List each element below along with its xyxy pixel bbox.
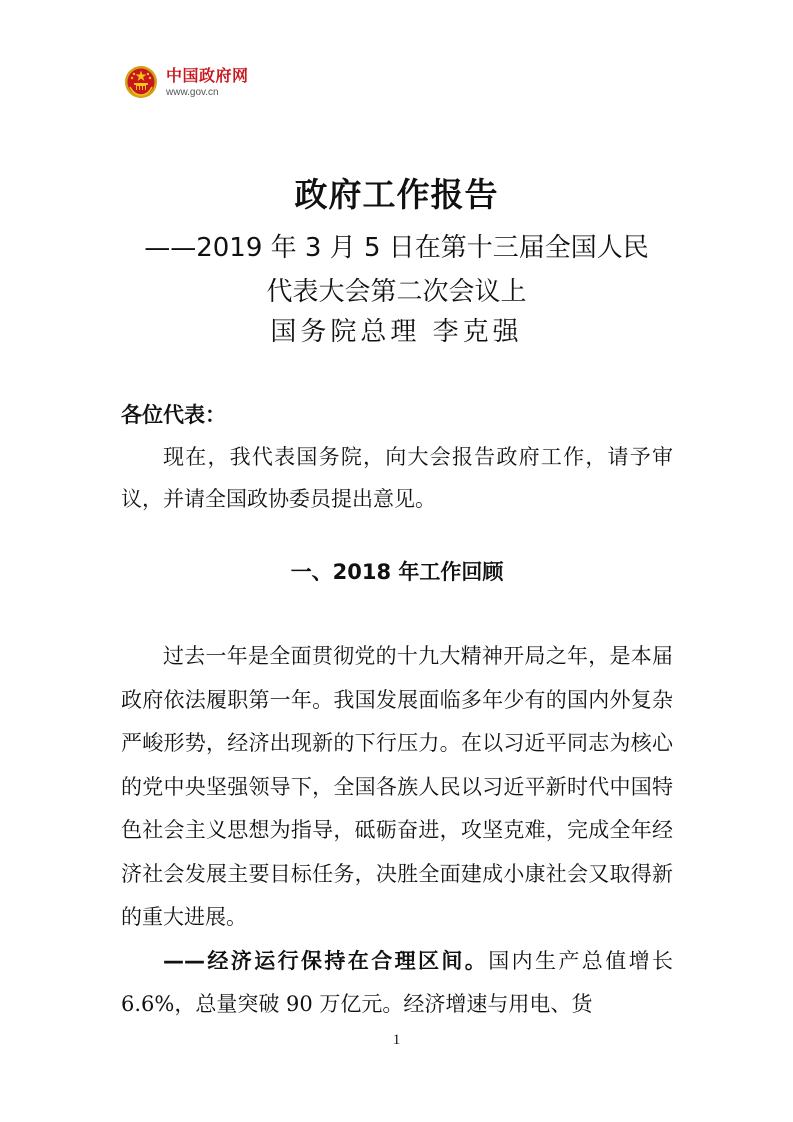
body-paragraph: 过去一年是全面贯彻党的十九大精神开局之年，是本届政府依法履职第一年。我国发展面临多年少有的国内外复杂严峻形势，经济出现新的下行压力。在以习近平同志为核心的党中央坚强领导下，全国各族人民以习近平新时代中国特色社会主义思想为指导，砥砺奋进，攻坚克难，完成全年经济社会发展主要目标任务，决胜全面建成小康社会又取得新的重大进展。 <box>121 644 673 929</box>
document-body <box>121 394 673 1027</box>
page-number: 1 <box>392 1032 401 1048</box>
paragraph-text: 国内生产总值增长 6.6%，总量突破 90 万亿元。经济增速与用电、货 <box>121 948 674 1016</box>
salutation: 各位代表： <box>121 403 226 427</box>
site-name[interactable]: 中国政府网 <box>166 65 249 85</box>
document-author: 国务院总理 李克强 <box>270 317 523 347</box>
brand-text <box>166 66 249 99</box>
document-title: 政府工作报告 <box>294 175 499 214</box>
site-url[interactable]: www.gov.cn <box>166 86 219 98</box>
site-header <box>124 60 249 104</box>
paragraph-lead: ——经济运行保持在合理区间。 <box>163 948 489 973</box>
document-subtitle <box>0 226 793 314</box>
section-heading: 一、2018 年工作回顾 <box>290 560 504 584</box>
subtitle-line-1: ——2019 年 3 月 5 日在第十三届全国人民 <box>144 233 649 263</box>
national-emblem-icon <box>124 65 158 99</box>
subtitle-line-2: 代表大会第二次会议上 <box>266 277 527 307</box>
body-paragraph-economy <box>121 940 673 1027</box>
intro-paragraph: 现在，我代表国务院，向大会报告政府工作，请予审议，并请全国政协委员提出意见。 <box>121 445 673 511</box>
